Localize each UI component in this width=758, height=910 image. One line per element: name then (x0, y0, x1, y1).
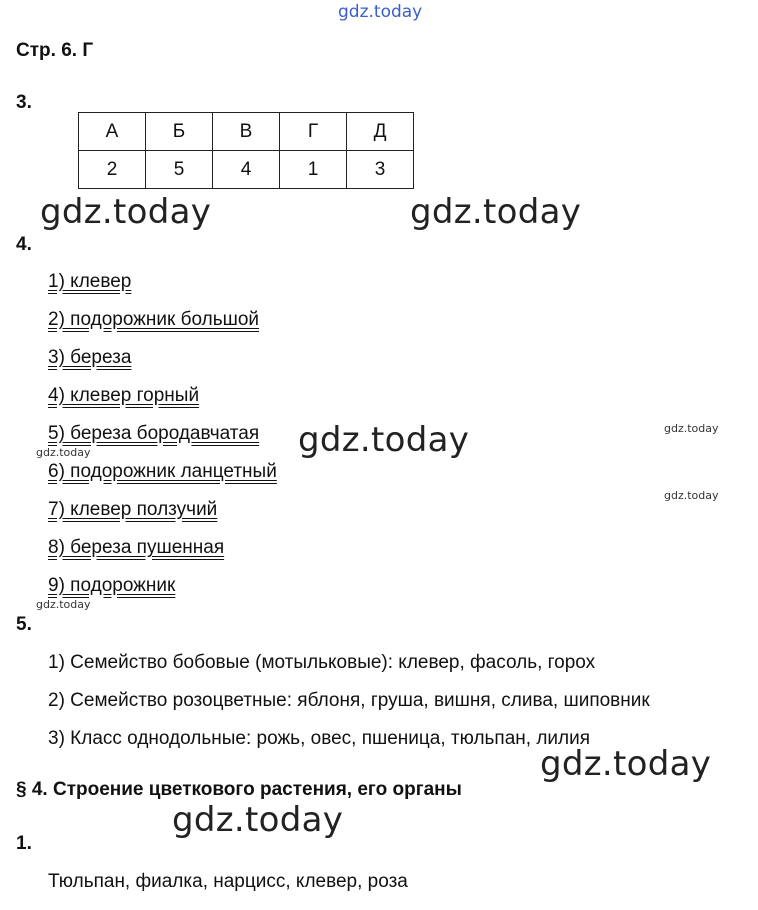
watermark-small: gdz.today (36, 598, 91, 611)
list-item: 9) подорожник (48, 575, 176, 596)
table-header-cell: Г (280, 113, 347, 151)
watermark-small: gdz.today (664, 422, 719, 435)
answer-table-values-row (79, 151, 414, 189)
list-item: 3) Класс однодольные: рожь, овес, пшеница, тюльпан, лилия (48, 728, 591, 749)
list-item: 1) клевер (48, 271, 132, 292)
list-item: 3) береза (48, 347, 132, 368)
answer-table-header-row (79, 113, 414, 151)
table-value-cell: 1 (280, 151, 347, 189)
answer-table (78, 112, 414, 189)
table-value-cell: 2 (79, 151, 146, 189)
table-header-cell: В (213, 113, 280, 151)
list-item: 6) подорожник ланцетный (48, 461, 277, 482)
watermark-large: gdz.today (172, 800, 344, 840)
list-item: 2) Семейство розоцветные: яблоня, груша, вишня, слива, шиповник (48, 690, 650, 711)
table-header-cell: Д (347, 113, 414, 151)
watermark-small: gdz.today (36, 446, 91, 459)
task-5-number: 5. (16, 614, 32, 635)
task-3-number: 3. (16, 92, 32, 113)
table-header-cell: Б (146, 113, 213, 151)
list-item: 1) Семейство бобовые (мотыльковые): клевер, фасоль, горох (48, 652, 596, 673)
watermark-large: gdz.today (298, 420, 470, 460)
table-value-cell: 5 (146, 151, 213, 189)
watermark-large: gdz.today (540, 744, 712, 784)
section-task-1-number: 1. (16, 833, 32, 854)
table-value-cell: 4 (213, 151, 280, 189)
watermark-large: gdz.today (410, 192, 582, 232)
watermark-small: gdz.today (664, 489, 719, 502)
table-header-cell: А (79, 113, 146, 151)
watermark-top: gdz.today (338, 2, 423, 22)
table-value-cell: 3 (347, 151, 414, 189)
task-4-number: 4. (16, 234, 32, 255)
page-title: Стр. 6. Г (16, 40, 94, 61)
list-item: 4) клевер горный (48, 385, 200, 406)
list-item: 2) подорожник большой (48, 309, 260, 330)
list-item: 5) береза бородавчатая (48, 423, 260, 444)
list-item: 7) клевер ползучий (48, 499, 218, 520)
section-task-1-text: Тюльпан, фиалка, нарцисс, клевер, роза (48, 871, 408, 892)
list-item: 8) береза пушенная (48, 537, 225, 558)
section-title: § 4. Строение цветкового растения, его органы (16, 779, 462, 800)
watermark-large: gdz.today (40, 192, 212, 232)
